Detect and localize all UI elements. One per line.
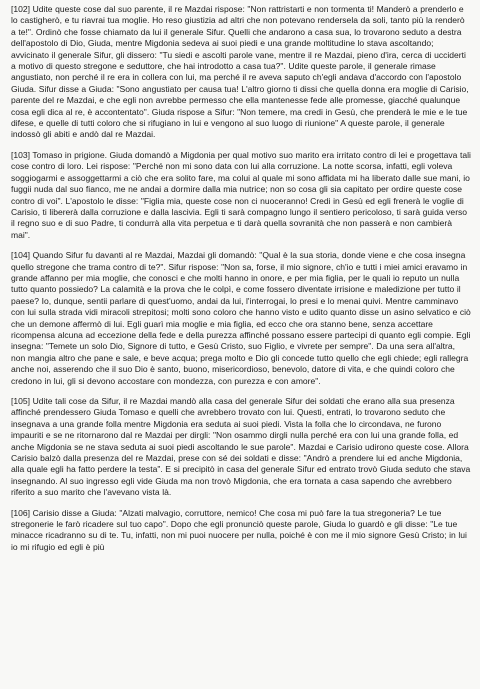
paragraph-104: [104] Quando Sifur fu davanti al re Mazdai, Mazdai gli domandò: "Qual è la sua storia, donde viene e che cosa insegna quello stregone che trama contro di te?". Sifur rispose: "Non sa, forse, il mio signore, ch'io e tutti i miei amici eravamo in grande affanno per mia moglie, che conosci e che molti hanno in onore, e per mia figlia, per le quali io reputo un nulla tutto quanto possiedo? La calamità e la prova che le colpì, e come fossero diventate irrisione e maledizione per tutto il paese? Io, dunque, sentii parlare di quest'uomo, andai da lui, l'interrogai, lo presi e lo menai quivi. Mentre camminavo con lui sulla strada vidi miracoli strepitosi; molti sono coloro che hanno visto e udito quanto disse un asino selvatico e ciò che un demone affermò di lui. Egli guarì mia moglie e mia figlia, ed ecco che ora stanno bene, senza accettare ricompensa alcuna ad eccezione della fede e della purezza affinché possano essere partecipi di quanto egli compie. Egli insegna: "Temete un solo Dio, Signore di tutto, e Gesù Cristo, suo Figlio, e vivrete per sempre". Da una sera all'altra, non mangia altro che pane e sale, e beve acqua; prega molto e Dio gli concede tutto quello che egli chiede; egli rallegra anche noi, asserendo che il suo Dio è santo, buono, misericordioso, benevolo, datore di vita, e che quindi coloro che credono in lui, gli si devono accostare con mondezza, con purezza e con amore". — [11, 250, 471, 386]
paragraph-103: [103] Tomaso in prigione. Giuda domandò a Migdonia per qual motivo suo marito era irritato contro di lei e progettava tali cose contro di loro. Lei rispose: "Perché non mi sono data con lui alla corruzione. La notte scorsa, infatti, egli voleva soggiogarmi e assoggettarmi a ciò che era solito fare, ma colui al quale mi sono affidata mi ha liberato dalle sue mani, io fuggii nuda dal suo fianco, me ne andai a dormire dalla mia nutrice; non so cosa gli sia capitato per ordire queste cose contro di voi". L'apostolo le disse: "Figlia mia, queste cose non ci nuoceranno! Credi in Gesù ed egli frenerà le voglie di Carisio, ti libererà dalla corruzione e dalla lascivia. Egli ti sarà compagno lungo il sentiero pericoloso, ti sarà guida verso il regno suo e di suo Padre, ti condurrà alla vita perpetua e ti darà quella sovranità che non passerà e non cambierà mai". — [11, 149, 471, 240]
paragraph-106: [106] Carisio disse a Giuda: "Alzati malvagio, corruttore, nemico! Che cosa mi può fare la tua stregoneria? Le tue stregonerie le farò ricadere sul tuo capo". Dopo che egli pronunciò queste parole, Giuda lo guardò e gli disse: "Le tue minacce ricadranno su di te. Tu, infatti, non mi puoi nuocere per nulla, poiché è con me il mio signore Gesù Cristo; in lui io mi rifugio ed egli è più — [11, 507, 467, 552]
paragraph-105: [105] Udite tali cose da Sifur, il re Mazdai mandò alla casa del generale Sifur dei soldati che erano alla sua presenza affinché prendessero Giuda Tomaso e quelli che avrebbero trovato con lui. Questi, entrati, lo trovarono seduto che insegnava a una grande folla mentre Migdonia era seduta ai suoi piedi. Vista la folla che lo circondava, ne furono impauriti e se ne ritornarono dal re Mazdai per dirgli: "Non osammo dirgli nulla perché era con lui una grande folla, ed anche Migdonia se ne stava seduta ai suoi piedi ascoltando le sue parole". Mazdai e Carisio udirono queste cose. Allora Carisio balzò dalla presenza del re Mazdai, prese con sé dei soldati e disse: "Andrò a prendere lui ed anche Migdonia, alla quale egli ha fatto perdere la testa". E si precipitò in casa del generale Sifur ed entrato trovò Giuda seduto che stava insegnando. Al suo ingresso egli vide Giuda ma non trovò Migdonia, che era tornata a casa sapendo che avrebbero riferito a suo marito che l'avevano vista là. — [11, 396, 471, 498]
paragraph-102: [102] Udite queste cose dal suo parente, il re Mazdai rispose: "Non rattristarti e non tormenta ti! Manderò a prenderlo e lo castigherò, e tu riavrai tua moglie. Ho reso giustizia ad altri che non potevano rendersela da soli, tanto più la renderò a te!". Ordinò che fosse chiamato da lui il generale Sifur. Quelli che andarono a casa sua, lo trovarono seduto a destra dell'apostolo di Dio, Giuda, mentre Migdonia sedeva ai suoi piedi e una grande moltitudine lo stava ascoltando; avvicinato il generale Sifur, gli dissero: "Tu siedi e ascolti parole vane, mentre il re Mazdai, pieno d'ira, cerca di ucciderti a motivo di questo stregone e seduttore, che hai introdotto a casa tua?". Udite queste parole, il generale rimase angustiato, non perché il re era in collera con lui, ma perché il re aveva saputo ch'egli andava d'accordo con l'apostolo Giuda. Sifur disse a Giuda: "Sono angustiato per causa tua! L'altro giorno ti dissi che quella donna era moglie di Carisio, parente del re Mazdai, e che egli non avrebbe permesso che ella mantenesse fede alle promesse, giacché qualunque cosa egli dica al re, è accontentato". Giuda rispose a Sifur: "Non temere, ma credi in Gesù, che prenderà le mie e le tue difese, e quelle di tutti coloro che si rifugiano in lui e vengono al suo luogo di riunione" A queste parole, il generale indossò gli abiti e andò dal re Mazdai. — [11, 4, 469, 140]
